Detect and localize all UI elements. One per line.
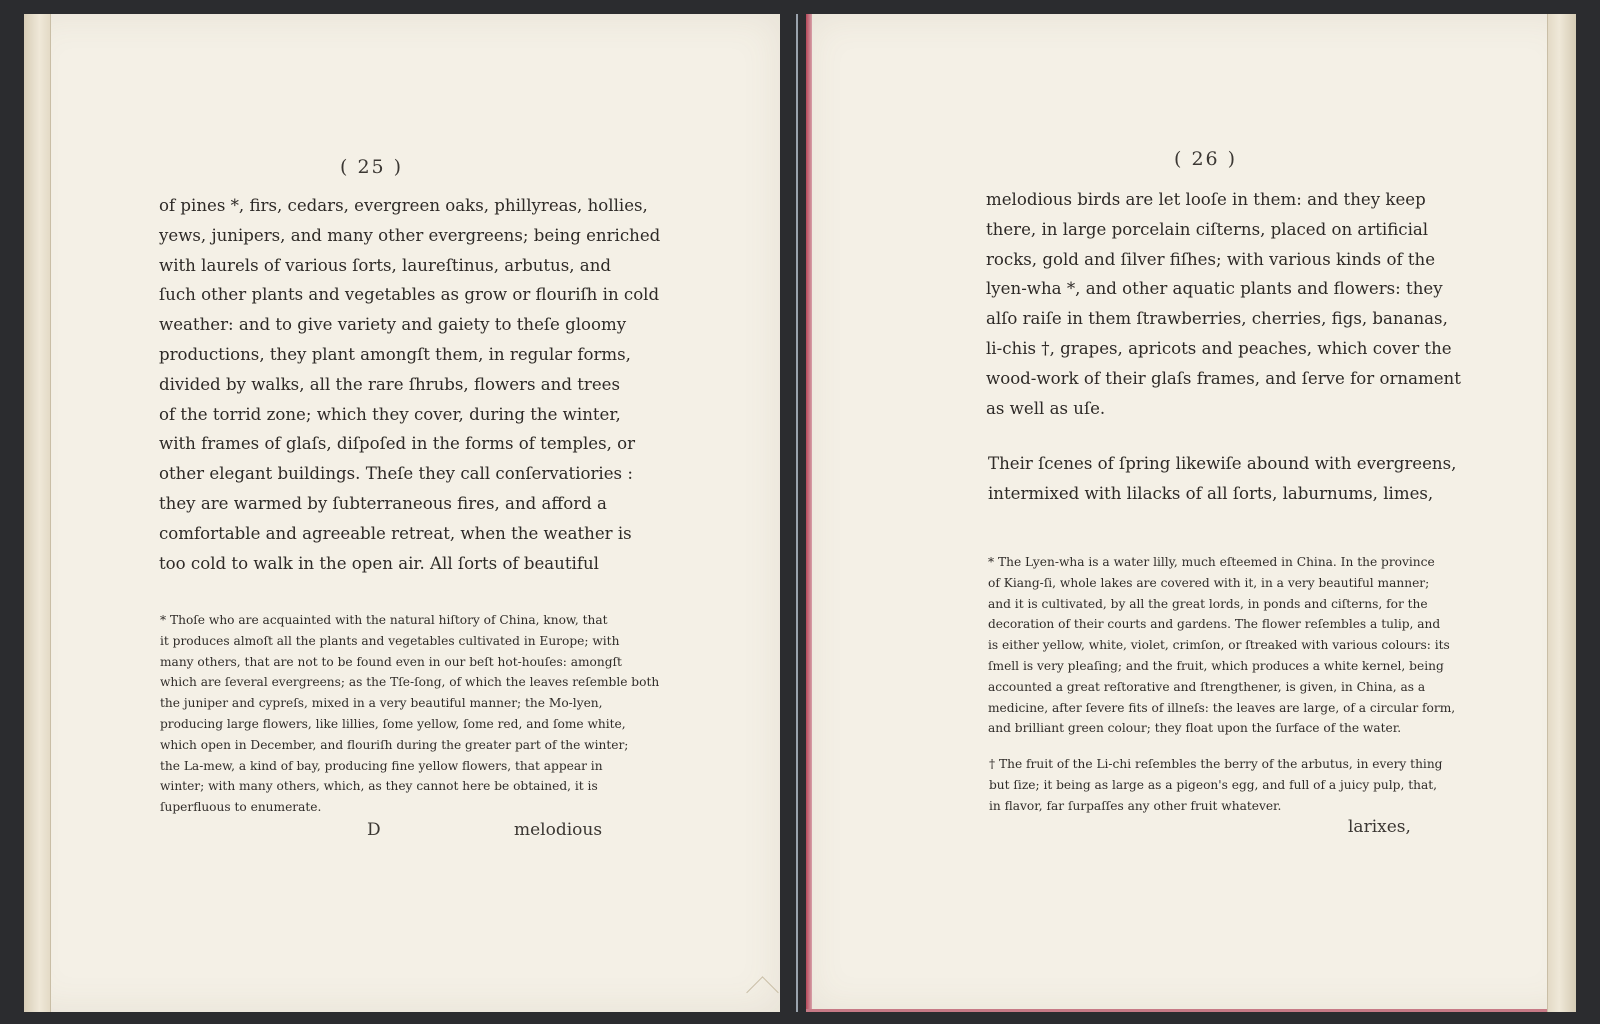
footnote-line: decoration of their courts and gardens. The flower reſembles a tulip, and bbox=[988, 617, 1441, 632]
text-line: wood-work of their glaſs frames, and ſerve for ornament bbox=[986, 368, 1461, 388]
text-line: as well as uſe. bbox=[986, 398, 1106, 418]
viewer-divider bbox=[796, 14, 798, 1012]
page-number-25: ( 25 ) bbox=[340, 156, 404, 178]
footnote-line: ſuperfluous to enumerate. bbox=[160, 800, 322, 815]
footnote-line: of Kiang-ſi, whole lakes are covered with it, in a very beautiful manner; bbox=[988, 575, 1430, 590]
text-line: comfortable and agreeable retreat, when the weather is bbox=[159, 523, 632, 543]
footnote-line: and it is cultivated, by all the great lords, in ponds and ciſterns, for the bbox=[988, 596, 1428, 611]
text-line: weather: and to give variety and gaiety to theſe gloomy bbox=[159, 315, 627, 335]
left-page-body-text bbox=[159, 191, 661, 578]
footnote-line: producing large flowers, like lillies, ſome yellow, ſome red, and ſome white, bbox=[160, 716, 626, 731]
footnote-line: in flavor, far ſurpaſſes any other fruit whatever. bbox=[989, 798, 1282, 813]
footnote-line: but ſize; it being as large as a pigeon's egg, and full of a juicy pulp, that, bbox=[989, 777, 1437, 792]
footnote-line: the juniper and cypreſs, mixed in a very beautiful manner; the Mo-lyen, bbox=[160, 696, 603, 711]
footnote-line: * The Lyen-wha is a water lilly, much eſteemed in China. In the province bbox=[988, 555, 1435, 569]
footnote-line: is either yellow, white, violet, crimſon, or ſtreaked with various colours: its bbox=[988, 638, 1450, 653]
right-page-body-text bbox=[986, 185, 1461, 423]
text-line: with laurels of various ſorts, laureſtinus, arbutus, and bbox=[159, 255, 612, 275]
right-page-paragraph-2 bbox=[988, 449, 1457, 509]
left-page-edge bbox=[24, 14, 51, 1012]
footnote-line: accounted a great reſtorative and ſtrengthener, is given, in China, as a bbox=[988, 679, 1426, 694]
footnote-line: which open in December, and flouriſh during the greater part of the winter; bbox=[160, 737, 629, 752]
text-line: too cold to walk in the open air. All ſorts of beautiful bbox=[159, 553, 599, 573]
text-line: ſuch other plants and vegetables as grow or flouriſh in cold bbox=[159, 285, 660, 305]
text-line: of the torrid zone; which they cover, during the winter, bbox=[159, 404, 621, 424]
text-line: rocks, gold and ſilver fiſhes; with various kinds of the bbox=[986, 249, 1436, 269]
page-corner-fold bbox=[746, 976, 779, 1009]
footnote-line: the La-mew, a kind of bay, producing fine yellow flowers, that appear in bbox=[160, 758, 603, 773]
right-page-footnote-li-chi bbox=[989, 754, 1443, 816]
text-line: Their ſcenes of ſpring likewiſe abound with evergreens, bbox=[988, 454, 1457, 473]
right-page-edge bbox=[1547, 14, 1576, 1012]
text-line: melodious birds are let looſe in them: and they keep bbox=[986, 190, 1426, 209]
footnote-line: * Thoſe who are acquainted with the natural hiſtory of China, know, that bbox=[160, 613, 608, 627]
text-line: yews, junipers, and many other evergreens; being enriched bbox=[159, 225, 661, 245]
footnote-line: which are ſeveral evergreens; as the Tſe-ſong, of which the leaves reſemble both bbox=[160, 675, 660, 690]
left-page bbox=[24, 14, 780, 1012]
footnote-line: many others, that are not to be found even in our beſt hot-houſes: amongſt bbox=[160, 654, 622, 669]
text-line: intermixed with lilacks of all ſorts, laburnums, limes, bbox=[988, 483, 1434, 503]
catchword: larixes, bbox=[1348, 817, 1411, 837]
text-line: divided by walks, all the rare ſhrubs, flowers and trees bbox=[159, 374, 621, 394]
footnote-line: and brilliant green colour; they float upon the ſurface of the water. bbox=[988, 721, 1402, 736]
footnote-line: it produces almoſt all the plants and vegetables cultivated in Europe; with bbox=[160, 633, 620, 648]
text-line: they are warmed by ſubterraneous fires, and afford a bbox=[159, 493, 607, 513]
text-line: li-chis †, grapes, apricots and peaches, which cover the bbox=[986, 338, 1452, 358]
text-line: other elegant buildings. Theſe they call conſervatiories : bbox=[159, 464, 633, 484]
text-line: there, in large porcelain ciſterns, placed on artificial bbox=[986, 219, 1429, 239]
footnote-line: winter; with many others, which, as they cannot here be obtained, it is bbox=[160, 779, 598, 794]
text-line: lyen-wha *, and other aquatic plants and flowers: they bbox=[986, 279, 1443, 299]
footnote-line: † The fruit of the Li-chi reſembles the berry of the arbutus, in every thing bbox=[989, 757, 1443, 771]
right-page bbox=[806, 14, 1576, 1012]
left-page-footnote bbox=[160, 610, 660, 818]
right-page-red-bottom-edge bbox=[806, 1009, 1576, 1012]
text-line: alſo raiſe in them ſtrawberries, cherries, figs, bananas, bbox=[986, 309, 1448, 329]
catchword: melodious bbox=[514, 820, 603, 840]
right-page-red-edge bbox=[806, 14, 812, 1012]
text-line: of pines *, firs, cedars, evergreen oaks, phillyreas, hollies, bbox=[159, 196, 648, 215]
text-line: productions, they plant amongſt them, in regular forms, bbox=[159, 344, 631, 364]
page-number-26: ( 26 ) bbox=[1174, 148, 1238, 170]
footnote-line: ſmell is very pleaſing; and the fruit, which produces a white kernel, being bbox=[988, 658, 1444, 673]
footnote-line: medicine, after ſevere fits of illneſs: the leaves are large, of a circular form, bbox=[988, 700, 1456, 715]
signature-mark: D bbox=[367, 820, 381, 840]
right-page-footnote-lyen-wha bbox=[988, 552, 1456, 739]
text-line: with frames of glaſs, diſpoſed in the forms of temples, or bbox=[159, 434, 636, 454]
